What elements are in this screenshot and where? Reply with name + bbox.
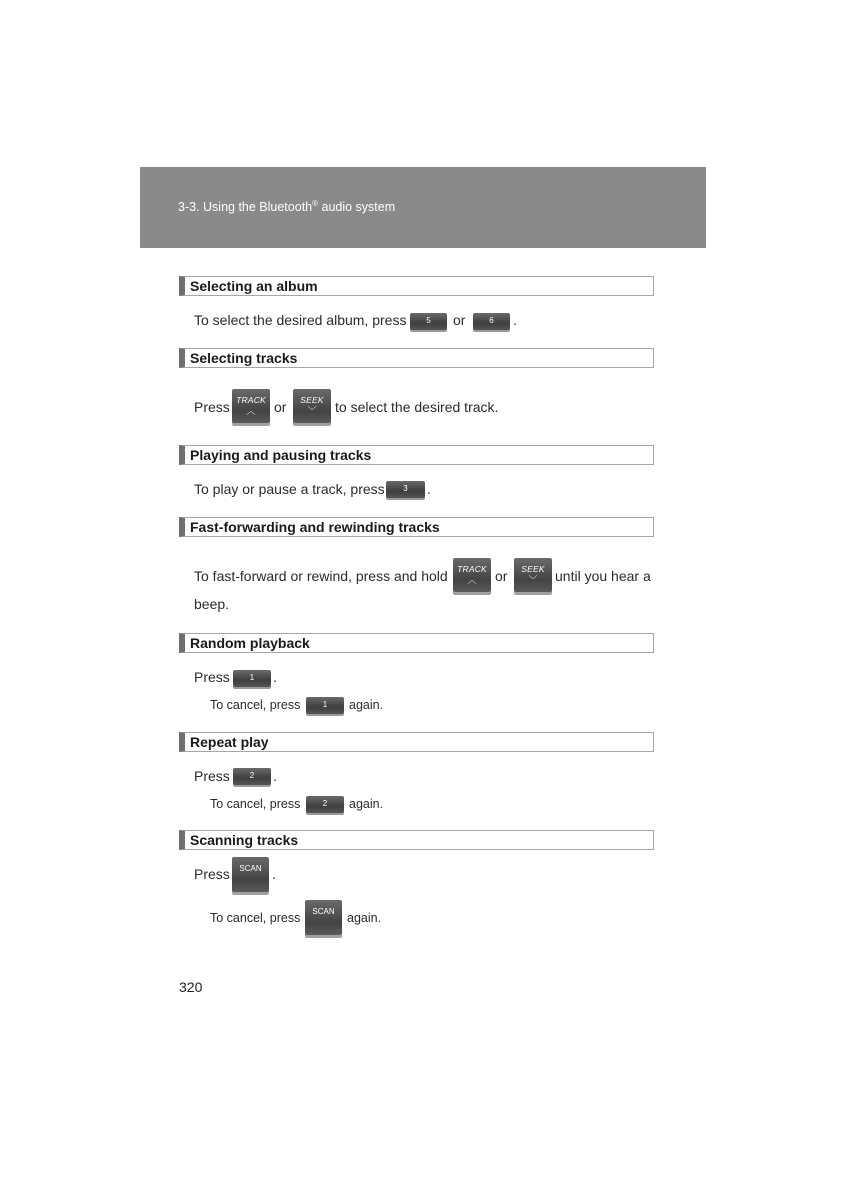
track-up-button-icon xyxy=(232,389,270,423)
chapter-title-prefix: 3-3. Using the Bluetooth xyxy=(178,200,313,215)
scanning-cancel-again-text: again. xyxy=(347,911,382,925)
playpause-period: . xyxy=(427,481,431,497)
section-heading-repeat: Repeat play xyxy=(179,732,654,752)
preset-1-button-icon: 1 xyxy=(306,697,344,714)
track-up-button-icon xyxy=(453,558,491,592)
preset-6-button-icon: 6 xyxy=(473,313,510,330)
ffrew-or-text: or xyxy=(495,568,508,584)
scan-button-icon xyxy=(305,900,342,935)
repeat-cancel-again-text: again. xyxy=(349,797,384,811)
section-heading-playpause: Playing and pausing tracks xyxy=(179,445,654,465)
repeat-cancel-text: To cancel, press xyxy=(210,797,301,811)
random-press-text: Press xyxy=(194,669,230,685)
ffrew-instruction-text-wrap: beep. xyxy=(194,596,230,612)
section-heading-album: Selecting an album xyxy=(179,276,654,296)
seek-button-label: SEEK xyxy=(521,564,545,574)
album-or-text: or xyxy=(453,312,466,328)
chevron-up-icon: ︿ xyxy=(246,406,256,416)
preset-1-button-icon: 1 xyxy=(233,670,271,687)
section-heading-scanning: Scanning tracks xyxy=(179,830,654,850)
chapter-title-suffix: audio system xyxy=(318,200,396,215)
track-button-label: TRACK xyxy=(236,395,266,405)
repeat-press-text: Press xyxy=(194,768,230,784)
seek-button-label: SEEK xyxy=(300,395,324,405)
ffrew-instruction-text: To fast-forward or rewind, press and hold xyxy=(194,568,448,584)
repeat-period: . xyxy=(273,768,277,784)
album-period: . xyxy=(513,312,517,328)
tracks-or-text: or xyxy=(274,399,287,415)
preset-3-button-icon: 3 xyxy=(386,481,425,498)
registered-mark: ® xyxy=(312,199,319,208)
ffrew-instruction-text-continued: until you hear a xyxy=(555,568,651,584)
scan-button-label: SCAN xyxy=(239,864,262,873)
preset-2-button-icon: 2 xyxy=(306,796,344,813)
album-instruction-text: To select the desired album, press xyxy=(194,312,407,328)
seek-down-button-icon xyxy=(293,389,331,423)
random-period: . xyxy=(273,669,277,685)
track-button-label: TRACK xyxy=(457,564,487,574)
seek-down-button-icon xyxy=(514,558,552,592)
scan-button-label: SCAN xyxy=(312,907,335,916)
section-heading-tracks: Selecting tracks xyxy=(179,348,654,368)
preset-5-button-icon: 5 xyxy=(410,313,447,330)
scanning-press-text: Press xyxy=(194,866,230,882)
scanning-cancel-text: To cancel, press xyxy=(210,911,301,925)
playpause-instruction-text: To play or pause a track, press xyxy=(194,481,385,497)
chapter-header-band xyxy=(140,167,706,248)
tracks-instruction-text: to select the desired track. xyxy=(335,399,499,415)
chevron-down-icon: ﹀ xyxy=(307,406,317,416)
random-cancel-again-text: again. xyxy=(349,698,384,712)
preset-2-button-icon: 2 xyxy=(233,768,271,785)
section-heading-ffrew: Fast-forwarding and rewinding tracks xyxy=(179,517,654,537)
chevron-up-icon: ︿ xyxy=(467,575,477,585)
tracks-press-text: Press xyxy=(194,399,230,415)
random-cancel-text: To cancel, press xyxy=(210,698,301,712)
scanning-period: . xyxy=(272,866,276,882)
scan-button-icon xyxy=(232,857,269,892)
page-number: 320 xyxy=(179,979,203,995)
chapter-title xyxy=(178,199,395,214)
section-heading-random: Random playback xyxy=(179,633,654,653)
chevron-down-icon: ﹀ xyxy=(528,575,538,585)
